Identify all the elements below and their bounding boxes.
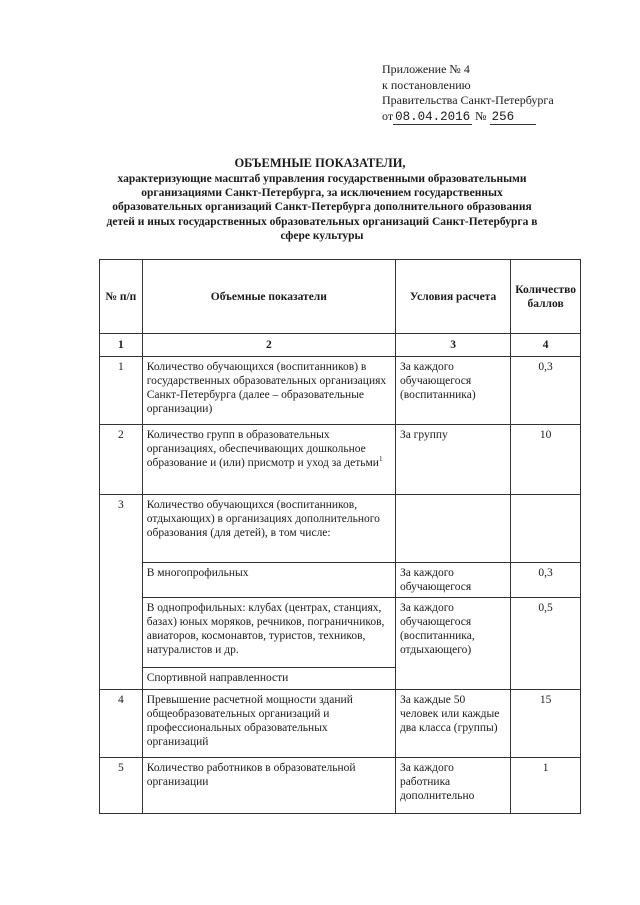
header-points: Количество баллов [511, 260, 581, 334]
row-number: 4 [100, 690, 143, 758]
row-number: 3 [100, 495, 143, 690]
row-points: 0,3 [511, 563, 581, 598]
table-row [100, 690, 581, 758]
row-condition [395, 495, 510, 563]
row-points: 10 [511, 425, 581, 495]
appendix-ref-line: к постановлению [382, 77, 471, 92]
row-indicator: Количество обучающихся (воспитанников, отдыхающих) в организациях дополнительного образования (для детей), в том числе: [142, 495, 395, 563]
appendix-header [382, 62, 554, 125]
table-row [100, 357, 581, 425]
index-cell: 1 [100, 334, 143, 357]
row-indicator: В многопрофильных [142, 563, 395, 598]
row-indicator-cell [142, 425, 395, 495]
table-row [100, 495, 581, 563]
header-num: № п/п [100, 260, 143, 334]
table-row [100, 758, 581, 814]
date-prefix: от [382, 108, 394, 123]
footnote-mark: 1 [378, 455, 383, 464]
table-subrow [100, 563, 581, 598]
row-indicator: Количество работников в образовательной организации [142, 758, 395, 814]
index-cell: 3 [395, 334, 510, 357]
row-indicator: Спортивной направленности [142, 668, 395, 690]
appendix-authority: Правительства Санкт-Петербурга [382, 93, 554, 107]
header-condition: Условия расчета [395, 260, 510, 334]
row-indicator: Количество обучающихся (воспитанников) в государственных образовательных организациях Санкт-Петербурга (далее – образовательные организации) [142, 357, 395, 425]
indicators-table [99, 259, 581, 814]
row-condition: За каждого обучающегося (воспитанника, отдыхающего) [395, 598, 510, 690]
row-indicator: В однопрофильных: клубах (центрах, станциях, базах) юных моряков, речников, пограничников, авиаторов, космонавтов, туристов, техников, натуралистов и др. [142, 598, 395, 668]
table-index-row [100, 334, 581, 357]
row-condition: За каждого работника дополнительно [395, 758, 510, 814]
row-points: 0,5 [511, 598, 581, 690]
header-indicator: Объемные показатели [142, 260, 395, 334]
row-condition: За каждого обучающегося [395, 563, 510, 598]
index-cell: 2 [142, 334, 395, 357]
row-condition: За группу [395, 425, 510, 495]
page-subtitle: характеризующие масштаб управления государственными образовательными организациями Санкт-Петербурга, за исключением государственных образовательных организаций Санкт-Петербурга дополнительного образования детей и иных государственных образовательных организаций Санкт-Петербурга в сфере культуры [106, 173, 538, 242]
row-number: 2 [100, 425, 143, 495]
row-points: 0,3 [511, 357, 581, 425]
row-indicator: Количество групп в образовательных организациях, обеспечивающих дошкольное образование и (или) присмотр и уход за детьми [146, 429, 379, 469]
row-number: 5 [100, 758, 143, 814]
row-indicator: Превышение расчетной мощности зданий общеобразовательных организаций и профессиональных образовательных организаций [142, 690, 395, 758]
row-condition: За каждые 50 человек или каждые два класса (группы) [395, 690, 510, 758]
table-row [100, 425, 581, 495]
appendix-number: Приложение № 4 [382, 62, 470, 76]
row-points: 15 [511, 690, 581, 758]
table-subrow [100, 598, 581, 668]
resolution-number: 256 [490, 110, 537, 125]
row-number: 1 [100, 357, 143, 425]
row-condition: За каждого обучающегося (воспитанника) [395, 357, 510, 425]
table-header-row [100, 260, 581, 334]
row-points [511, 495, 581, 563]
number-prefix: № [475, 108, 487, 123]
row-points: 1 [511, 758, 581, 814]
resolution-date: 08.04.2016 [395, 109, 471, 124]
appendix-date-line [382, 109, 554, 126]
index-cell: 4 [511, 334, 581, 357]
page-title: ОБЪЕМНЫЕ ПОКАЗАТЕЛИ, [234, 156, 406, 170]
